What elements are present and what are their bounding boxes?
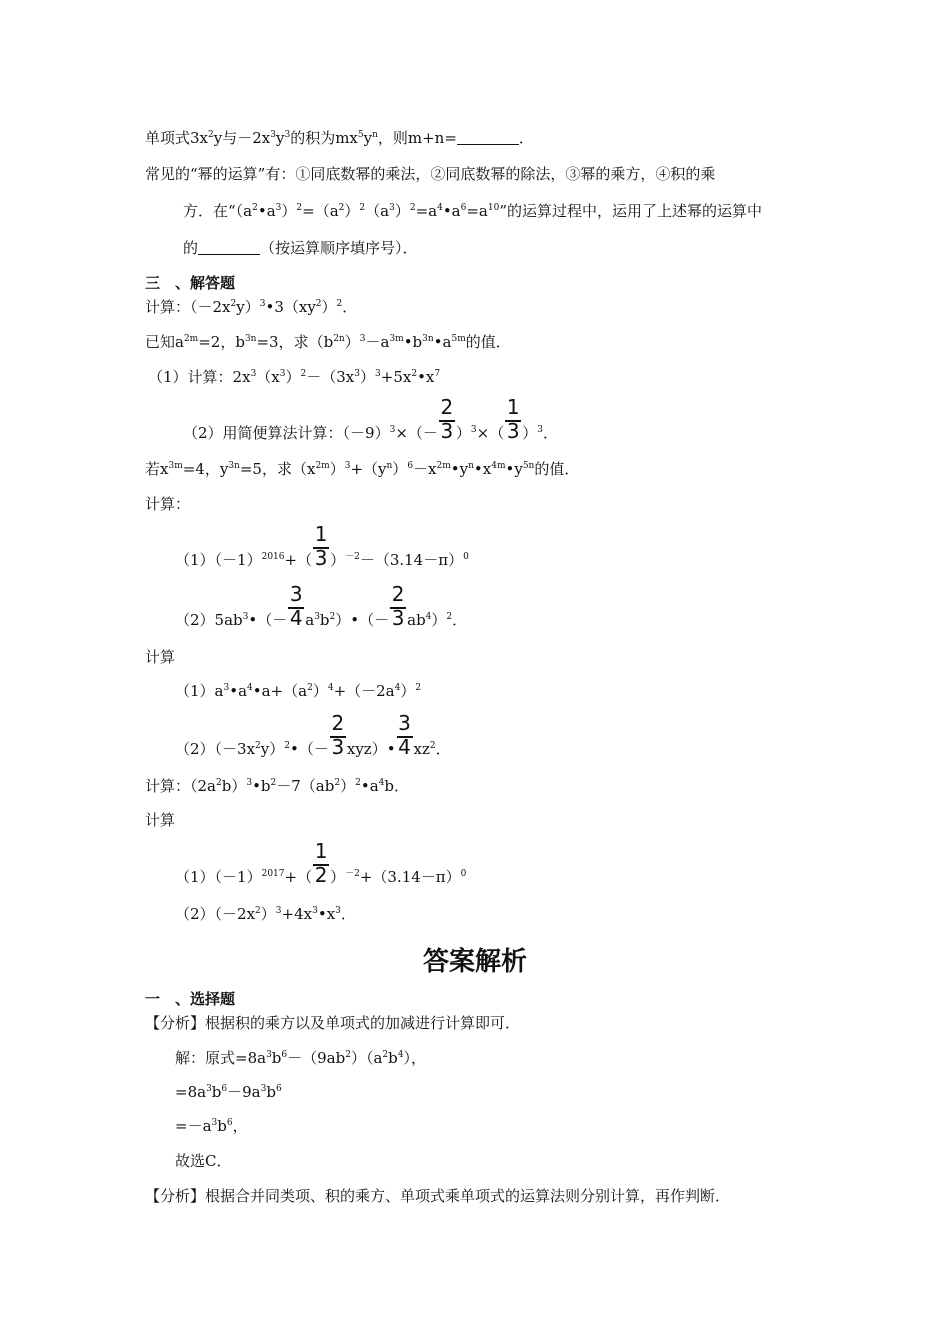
- text: •b: [252, 777, 271, 795]
- text: •a: [442, 202, 461, 220]
- exponent: 2: [359, 203, 366, 213]
- text: =2，b: [198, 333, 245, 351]
- exponent: 4: [327, 683, 334, 693]
- exponent: 3n: [228, 461, 240, 471]
- numerator: 1: [314, 522, 328, 546]
- text: ）（a: [350, 1049, 383, 1067]
- exponent: 3: [266, 1050, 272, 1060]
- solution-line-3: [175, 1116, 248, 1136]
- text: ）: [400, 682, 416, 700]
- exponent: －2: [345, 552, 360, 562]
- text: 单项式3x: [145, 129, 209, 147]
- problem-5-title: 计算：: [145, 495, 191, 513]
- text: ）: [330, 551, 346, 569]
- text: ab: [407, 611, 426, 629]
- denominator: 2: [314, 863, 328, 887]
- exponent: 3: [206, 1084, 212, 1094]
- denominator: 3: [331, 735, 345, 759]
- text: ）: [330, 868, 346, 886]
- exponent: 4: [425, 612, 432, 622]
- exponent: 3: [314, 612, 320, 622]
- exponent: 2: [409, 203, 416, 213]
- text: ，: [232, 1117, 248, 1135]
- numerator: 3: [289, 582, 303, 606]
- exponent: 2: [334, 778, 341, 788]
- text: ）: [321, 298, 337, 316]
- problem-3-part-1: [148, 367, 440, 387]
- fill-in-question-power-rules-line3: [183, 238, 418, 258]
- exponent: 3: [260, 1084, 267, 1094]
- text: －（3x: [306, 368, 355, 386]
- problem-3-part-2: [183, 395, 558, 443]
- text: ．: [518, 129, 534, 147]
- text: y）: [236, 298, 260, 316]
- exponent: 4: [397, 1050, 404, 1060]
- exponent: 2: [336, 299, 343, 309]
- exponent: 3: [389, 203, 395, 213]
- text: =3，求（b: [256, 333, 334, 351]
- text: ）: [394, 202, 410, 220]
- text: •a+（a: [252, 682, 308, 700]
- text: －（9ab: [287, 1049, 346, 1067]
- exponent: 2: [270, 778, 277, 788]
- exponent: 2: [345, 1050, 351, 1060]
- text: b: [266, 1083, 276, 1101]
- text: －a: [365, 333, 390, 351]
- exponent: 2: [415, 683, 422, 693]
- text: ）: [281, 202, 297, 220]
- text: －（3.14－π）: [359, 551, 464, 569]
- fraction: [396, 711, 414, 759]
- exponent: 3: [537, 425, 543, 435]
- text: b: [217, 1117, 227, 1135]
- text: （1）计算：2x: [148, 368, 251, 386]
- exponent: 3: [279, 369, 286, 379]
- fraction: [389, 582, 407, 630]
- denominator: 4: [289, 606, 303, 630]
- exponent: 2: [300, 369, 307, 379]
- text: •（－: [248, 611, 288, 629]
- text: （2）用简便算法计算：（－9）: [183, 424, 390, 442]
- text: y: [363, 129, 373, 147]
- text: －9a: [227, 1083, 261, 1101]
- exponent: 3: [375, 369, 381, 379]
- fill-in-question-power-rules-line1: [145, 164, 715, 184]
- text: ．: [452, 611, 468, 629]
- text: 常见的“幂的运算”有：①同底数幂的乘法，②同底数幂的除法，③幂的乘方，④积的乘: [145, 165, 716, 183]
- denominator: 4: [398, 735, 411, 759]
- text: ）: [312, 682, 328, 700]
- fraction: [287, 582, 305, 630]
- numerator: 1: [506, 395, 520, 419]
- text: 计算：（2a: [145, 777, 216, 795]
- exponent: 4: [437, 203, 443, 213]
- denominator: 3: [314, 546, 328, 570]
- text: ）: [392, 460, 408, 478]
- problem-8-part-1: [175, 839, 467, 887]
- exponent: 2: [296, 203, 303, 213]
- text: ）: [285, 368, 301, 386]
- exponent: 3n: [422, 334, 434, 344]
- text: =5，求（x: [239, 460, 316, 478]
- exponent: 2: [338, 203, 345, 213]
- text: •a: [257, 202, 276, 220]
- problem-8-part-2: [175, 904, 356, 924]
- text: y: [275, 129, 285, 147]
- exponent: 2: [329, 612, 336, 622]
- exponent: 3: [259, 299, 266, 309]
- text: +（: [284, 868, 313, 886]
- text: （1）（－1）: [175, 551, 262, 569]
- text: ）: [329, 460, 345, 478]
- exponent: 2: [315, 299, 322, 309]
- text: 的值．: [534, 460, 580, 478]
- fraction: [438, 395, 456, 443]
- text: •a: [360, 777, 379, 795]
- exponent: 3m: [389, 334, 404, 344]
- numerator: 2: [331, 711, 345, 735]
- exponent: 0: [460, 869, 467, 879]
- exponent: 4: [247, 683, 253, 693]
- text: b）: [221, 777, 247, 795]
- text: b．: [384, 777, 409, 795]
- answers-heading: 答案解析: [422, 947, 527, 977]
- exponent: 5n: [522, 461, 535, 471]
- text: =a: [466, 202, 488, 220]
- answer-blank: [198, 240, 260, 255]
- text: 若x: [145, 460, 169, 478]
- text: =－a: [175, 1117, 212, 1135]
- text: +（3.14－π）: [359, 868, 461, 886]
- text: =（a: [302, 202, 339, 220]
- exponent: 7: [434, 369, 441, 379]
- text: （2）（－2x: [175, 905, 256, 923]
- fraction: [312, 839, 330, 887]
- text: ×（: [476, 424, 505, 442]
- text: （按运算顺序填序号）．: [260, 239, 418, 257]
- exponent: 3: [250, 369, 257, 379]
- problem-6-part-1: [175, 681, 421, 701]
- exponent: 2: [255, 741, 261, 751]
- exponent: 10: [487, 203, 500, 213]
- text: =4，y: [182, 460, 229, 478]
- text: y）: [260, 740, 285, 758]
- section-heading-solve: 三 、解答题: [145, 274, 236, 292]
- text: －7（ab: [276, 777, 335, 795]
- text: •x: [417, 368, 435, 386]
- exponent: 6: [281, 1050, 288, 1060]
- text: xyz）•: [346, 740, 396, 758]
- exponent: 6: [275, 1084, 282, 1094]
- exponent: 3m: [168, 461, 183, 471]
- problem-1: [145, 297, 357, 317]
- solution-line-4: 故选C．: [175, 1152, 232, 1170]
- text: +（y: [350, 460, 387, 478]
- text: （1）（－1）: [175, 868, 262, 886]
- text: （x: [256, 368, 280, 386]
- numerator: 3: [398, 711, 411, 735]
- problem-4: [145, 459, 579, 479]
- text: 的值．: [465, 333, 511, 351]
- exponent: 3: [344, 461, 351, 471]
- text: ），: [403, 1049, 427, 1067]
- text: +（: [284, 551, 313, 569]
- text: b: [319, 611, 330, 629]
- exponent: 3: [270, 130, 276, 140]
- numerator: 1: [314, 839, 328, 863]
- text: 已知a: [145, 333, 184, 351]
- text: ×（－: [395, 424, 438, 442]
- exponent: n: [468, 461, 474, 471]
- text: （2）（－3x: [175, 740, 256, 758]
- text: 的: [183, 239, 199, 257]
- problem-2: [145, 332, 511, 352]
- analysis-2: 【分析】根据合并同类项、积的乘方、单项式乘单项式的运算法则分别计算，再作判断．: [145, 1187, 731, 1205]
- exponent: 3: [211, 1118, 218, 1128]
- text: 解：原式=8a: [175, 1049, 267, 1067]
- fraction: [504, 395, 522, 443]
- problem-8-title: 计算: [145, 811, 176, 829]
- exponent: 2: [284, 741, 290, 751]
- text: ）•（－: [335, 611, 390, 629]
- text: y与－2x: [213, 129, 271, 147]
- exponent: 2: [411, 369, 418, 379]
- exponent: 2: [208, 130, 214, 140]
- exponent: 2: [230, 299, 237, 309]
- exponent: 3: [223, 683, 230, 693]
- exponent: 2: [255, 906, 261, 916]
- text: •y: [450, 460, 469, 478]
- numerator: 2: [391, 582, 405, 606]
- text: •（－: [290, 740, 329, 758]
- exponent: 3: [312, 906, 318, 916]
- text: •y: [505, 460, 523, 478]
- text: －x: [413, 460, 437, 478]
- text: xz: [413, 740, 430, 758]
- exponent: 2: [382, 1050, 389, 1060]
- exponent: 3: [275, 906, 282, 916]
- text: b: [271, 1049, 282, 1067]
- denominator: 3: [506, 419, 520, 443]
- fill-in-question-monomial-product: [145, 128, 534, 148]
- problem-5-part-1: [175, 522, 469, 570]
- exponent: 2: [446, 612, 453, 622]
- exponent: 2m: [183, 334, 199, 344]
- text: ）: [344, 333, 360, 351]
- exponent: 2m: [315, 461, 330, 471]
- text: +（－2a: [333, 682, 395, 700]
- text: b: [211, 1083, 222, 1101]
- text: （2）5ab: [175, 611, 243, 629]
- exponent: 3: [359, 334, 366, 344]
- exponent: 4: [394, 683, 401, 693]
- text: ）: [455, 424, 471, 442]
- text: ，则m+n=: [377, 129, 457, 147]
- exponent: 6: [221, 1084, 228, 1094]
- text: 的积为mx: [290, 129, 358, 147]
- problem-6-title: 计算: [145, 648, 176, 666]
- text: •a: [433, 333, 452, 351]
- denominator: 3: [440, 419, 454, 443]
- exponent: 2: [216, 778, 222, 788]
- problem-6-part-2: [175, 711, 451, 759]
- exponent: －2: [345, 869, 360, 879]
- text: a: [305, 611, 315, 629]
- exponent: 2017: [261, 869, 285, 879]
- fraction: [329, 711, 347, 759]
- exponent: 2016: [261, 552, 285, 562]
- exponent: 4: [378, 778, 385, 788]
- exponent: 6: [226, 1118, 233, 1128]
- text: ）: [340, 777, 356, 795]
- text: （a: [365, 202, 390, 220]
- text: +4x: [281, 905, 313, 923]
- text: ）: [522, 424, 538, 442]
- exponent: 3: [335, 906, 341, 916]
- exponent: 2: [429, 741, 436, 751]
- exponent: 3: [284, 130, 291, 140]
- exponent: 6: [460, 203, 467, 213]
- answer-blank: [457, 130, 519, 145]
- exponent: 2: [355, 778, 361, 788]
- exponent: 2m: [436, 461, 451, 471]
- exponent: 3: [246, 778, 253, 788]
- exponent: 0: [463, 552, 469, 562]
- text: ）: [360, 368, 376, 386]
- text: +5x: [380, 368, 412, 386]
- fraction: [312, 522, 330, 570]
- solution-line-2: [175, 1082, 282, 1102]
- text: •x: [317, 905, 336, 923]
- exponent: 6: [407, 461, 414, 471]
- text: •a: [229, 682, 248, 700]
- exponent: 2: [307, 683, 313, 693]
- text: ”的运算过程中，运用了上述幂的运算中: [499, 202, 762, 220]
- text: •3（xy: [265, 298, 316, 316]
- fill-in-question-power-rules-line2: [183, 201, 762, 221]
- problem-7: [145, 776, 409, 796]
- problem-5-part-2: [175, 582, 468, 630]
- text: •x: [473, 460, 492, 478]
- text: （1）a: [175, 682, 224, 700]
- denominator: 3: [391, 606, 405, 630]
- exponent: 4m: [491, 461, 506, 471]
- text: ．: [542, 424, 558, 442]
- answers-section-heading: 一 、选择题: [145, 990, 236, 1008]
- exponent: 3n: [244, 334, 257, 344]
- text: ．: [342, 298, 358, 316]
- text: ．: [340, 905, 356, 923]
- exponent: 3: [242, 612, 249, 622]
- text: •b: [403, 333, 423, 351]
- text: =8a: [175, 1083, 207, 1101]
- exponent: 3: [470, 425, 477, 435]
- text: ．: [435, 740, 451, 758]
- text: =a: [415, 202, 438, 220]
- exponent: 5m: [451, 334, 466, 344]
- analysis-1: 【分析】根据积的乘方以及单项式的加减进行计算即可．: [145, 1014, 521, 1032]
- exponent: 3: [354, 369, 360, 379]
- solution-line-1: [175, 1048, 426, 1068]
- text: b: [388, 1049, 398, 1067]
- exponent: 2n: [333, 334, 345, 344]
- text: 方．在“（a: [183, 202, 253, 220]
- exponent: n: [372, 130, 378, 140]
- exponent: 3: [275, 203, 282, 213]
- exponent: 3: [389, 425, 396, 435]
- text: ）: [431, 611, 447, 629]
- exponent: n: [386, 461, 393, 471]
- numerator: 2: [440, 395, 454, 419]
- exponent: 5: [357, 130, 364, 140]
- text: ）: [260, 905, 276, 923]
- text: ）: [344, 202, 360, 220]
- text: 计算：（－2x: [145, 298, 231, 316]
- exponent: 2: [252, 203, 258, 213]
